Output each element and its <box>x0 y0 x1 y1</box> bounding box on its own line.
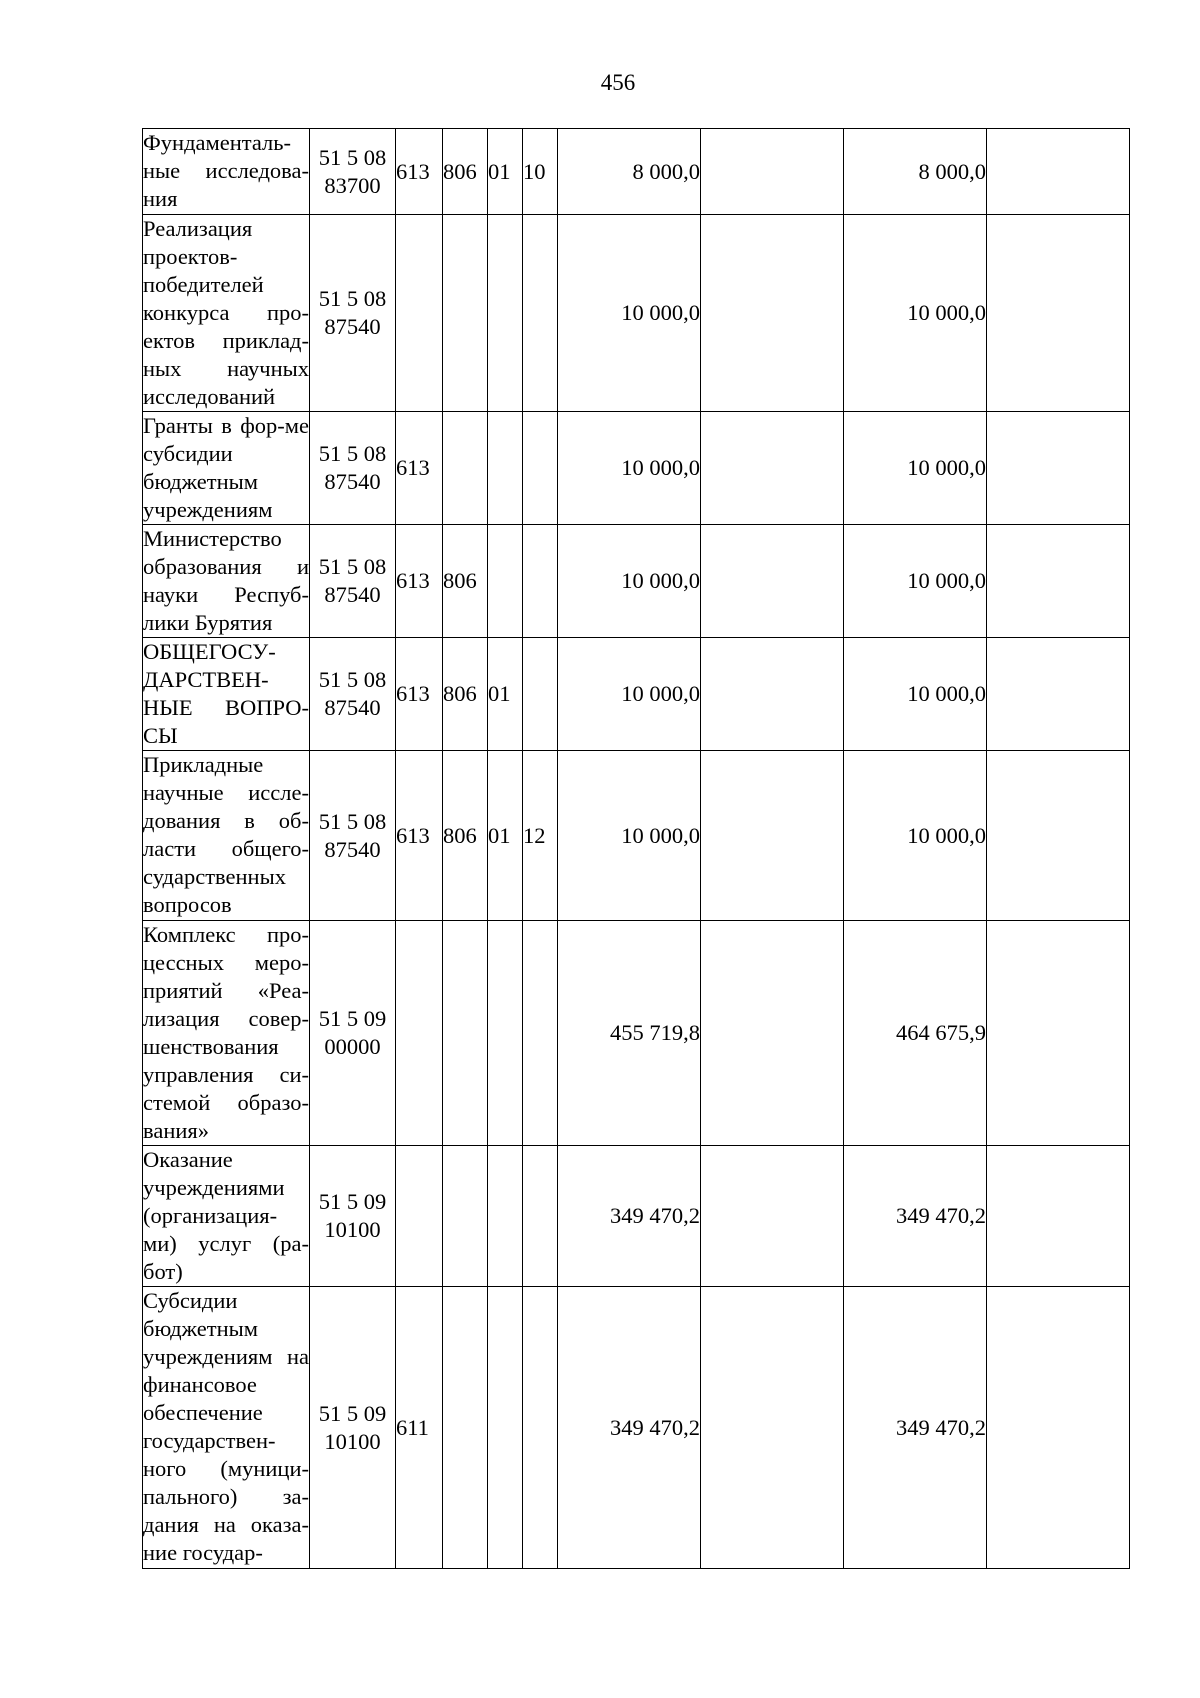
expense-type-cell <box>396 1146 443 1287</box>
section-code-cell: 01 <box>488 129 523 215</box>
subsection-code-cell <box>523 525 558 638</box>
page-number: 456 <box>600 70 636 95</box>
table-row <box>143 751 1130 921</box>
table-row <box>143 525 1130 638</box>
amount-col2-cell <box>701 1146 844 1287</box>
amount-col4-cell <box>987 1146 1130 1287</box>
department-code-cell: 806 <box>443 129 488 215</box>
amount-col4-cell <box>987 921 1130 1146</box>
table-row <box>143 921 1130 1146</box>
amount-col2-cell <box>701 921 844 1146</box>
subsection-code-cell <box>523 638 558 751</box>
section-code-cell: 01 <box>488 751 523 921</box>
expense-type-cell <box>396 921 443 1146</box>
amount-year1-cell: 455 719,8 <box>558 921 701 1146</box>
section-code-cell <box>488 1287 523 1569</box>
budget-table-body <box>143 129 1130 1569</box>
row-name-cell: Субсидии бюджетным учреждениям на финансовое обеспечение государствен-ного (муници-пального) за-дания на оказа-ние государ- <box>143 1287 310 1569</box>
section-code-cell <box>488 525 523 638</box>
subsection-code-cell <box>523 1146 558 1287</box>
table-row <box>143 1287 1130 1569</box>
section-code-cell: 01 <box>488 638 523 751</box>
section-code-cell <box>488 215 523 412</box>
row-name-cell: Фундаменталь-ные исследова-ния <box>143 129 310 215</box>
table-row <box>143 412 1130 525</box>
amount-col4-cell <box>987 638 1130 751</box>
table-row <box>143 129 1130 215</box>
section-code-cell <box>488 921 523 1146</box>
section-code-cell <box>488 1146 523 1287</box>
amount-year2-cell: 10 000,0 <box>844 525 987 638</box>
expense-type-cell: 613 <box>396 525 443 638</box>
target-article-cell: 51 5 09 10100 <box>310 1287 396 1569</box>
amount-year2-cell: 10 000,0 <box>844 638 987 751</box>
expense-type-cell: 613 <box>396 638 443 751</box>
subsection-code-cell <box>523 1287 558 1569</box>
amount-year1-cell: 10 000,0 <box>558 751 701 921</box>
amount-year2-cell: 10 000,0 <box>844 412 987 525</box>
target-article-cell: 51 5 08 87540 <box>310 638 396 751</box>
amount-col2-cell <box>701 751 844 921</box>
row-name-cell: Комплекс про-цессных меро-приятий «Реа-лизация совер-шенствования управления си-стемой образо-вания» <box>143 921 310 1146</box>
amount-year1-cell: 8 000,0 <box>558 129 701 215</box>
row-name-cell: ОБЩЕГОСУ-ДАРСТВЕН-НЫЕ ВОПРО-СЫ <box>143 638 310 751</box>
row-name-cell: Реализация проектов-победителей конкурса про-ектов приклад-ных научных исследований <box>143 215 310 412</box>
department-code-cell <box>443 215 488 412</box>
target-article-cell: 51 5 08 87540 <box>310 215 396 412</box>
department-code-cell: 806 <box>443 751 488 921</box>
target-article-cell: 51 5 08 83700 <box>310 129 396 215</box>
expense-type-cell: 613 <box>396 412 443 525</box>
amount-year1-cell: 10 000,0 <box>558 215 701 412</box>
amount-col2-cell <box>701 215 844 412</box>
expense-type-cell: 613 <box>396 751 443 921</box>
amount-year2-cell: 8 000,0 <box>844 129 987 215</box>
expense-type-cell: 611 <box>396 1287 443 1569</box>
amount-year1-cell: 10 000,0 <box>558 638 701 751</box>
department-code-cell: 806 <box>443 525 488 638</box>
department-code-cell <box>443 1146 488 1287</box>
amount-year2-cell: 10 000,0 <box>844 751 987 921</box>
subsection-code-cell <box>523 921 558 1146</box>
amount-col4-cell <box>987 751 1130 921</box>
row-name-cell: Оказание учреждениями (организация-ми) услуг (ра-бот) <box>143 1146 310 1287</box>
amount-col4-cell <box>987 129 1130 215</box>
target-article-cell: 51 5 08 87540 <box>310 412 396 525</box>
amount-year2-cell: 10 000,0 <box>844 215 987 412</box>
amount-col2-cell <box>701 412 844 525</box>
target-article-cell: 51 5 08 87540 <box>310 525 396 638</box>
amount-col4-cell <box>987 412 1130 525</box>
expense-type-cell: 613 <box>396 129 443 215</box>
department-code-cell <box>443 921 488 1146</box>
amount-col4-cell <box>987 525 1130 638</box>
amount-col2-cell <box>701 638 844 751</box>
department-code-cell <box>443 1287 488 1569</box>
amount-year1-cell: 349 470,2 <box>558 1146 701 1287</box>
subsection-code-cell: 12 <box>523 751 558 921</box>
amount-year1-cell: 10 000,0 <box>558 412 701 525</box>
target-article-cell: 51 5 09 00000 <box>310 921 396 1146</box>
budget-table <box>142 128 1130 1569</box>
table-row <box>143 215 1130 412</box>
amount-year2-cell: 349 470,2 <box>844 1146 987 1287</box>
amount-col4-cell <box>987 215 1130 412</box>
target-article-cell: 51 5 09 10100 <box>310 1146 396 1287</box>
amount-col2-cell <box>701 1287 844 1569</box>
row-name-cell: Гранты в фор-ме субсидии бюджетным учреждениям <box>143 412 310 525</box>
amount-year2-cell: 464 675,9 <box>844 921 987 1146</box>
table-row <box>143 1146 1130 1287</box>
amount-year1-cell: 349 470,2 <box>558 1287 701 1569</box>
amount-year2-cell: 349 470,2 <box>844 1287 987 1569</box>
table-row <box>143 638 1130 751</box>
amount-col2-cell <box>701 525 844 638</box>
amount-year1-cell: 10 000,0 <box>558 525 701 638</box>
subsection-code-cell <box>523 412 558 525</box>
expense-type-cell <box>396 215 443 412</box>
department-code-cell <box>443 412 488 525</box>
subsection-code-cell: 10 <box>523 129 558 215</box>
amount-col4-cell <box>987 1287 1130 1569</box>
subsection-code-cell <box>523 215 558 412</box>
section-code-cell <box>488 412 523 525</box>
target-article-cell: 51 5 08 87540 <box>310 751 396 921</box>
row-name-cell: Прикладные научные иссле-дования в об-ласти общего-сударственных вопросов <box>143 751 310 921</box>
row-name-cell: Министерство образования и науки Респуб-лики Бурятия <box>143 525 310 638</box>
department-code-cell: 806 <box>443 638 488 751</box>
amount-col2-cell <box>701 129 844 215</box>
